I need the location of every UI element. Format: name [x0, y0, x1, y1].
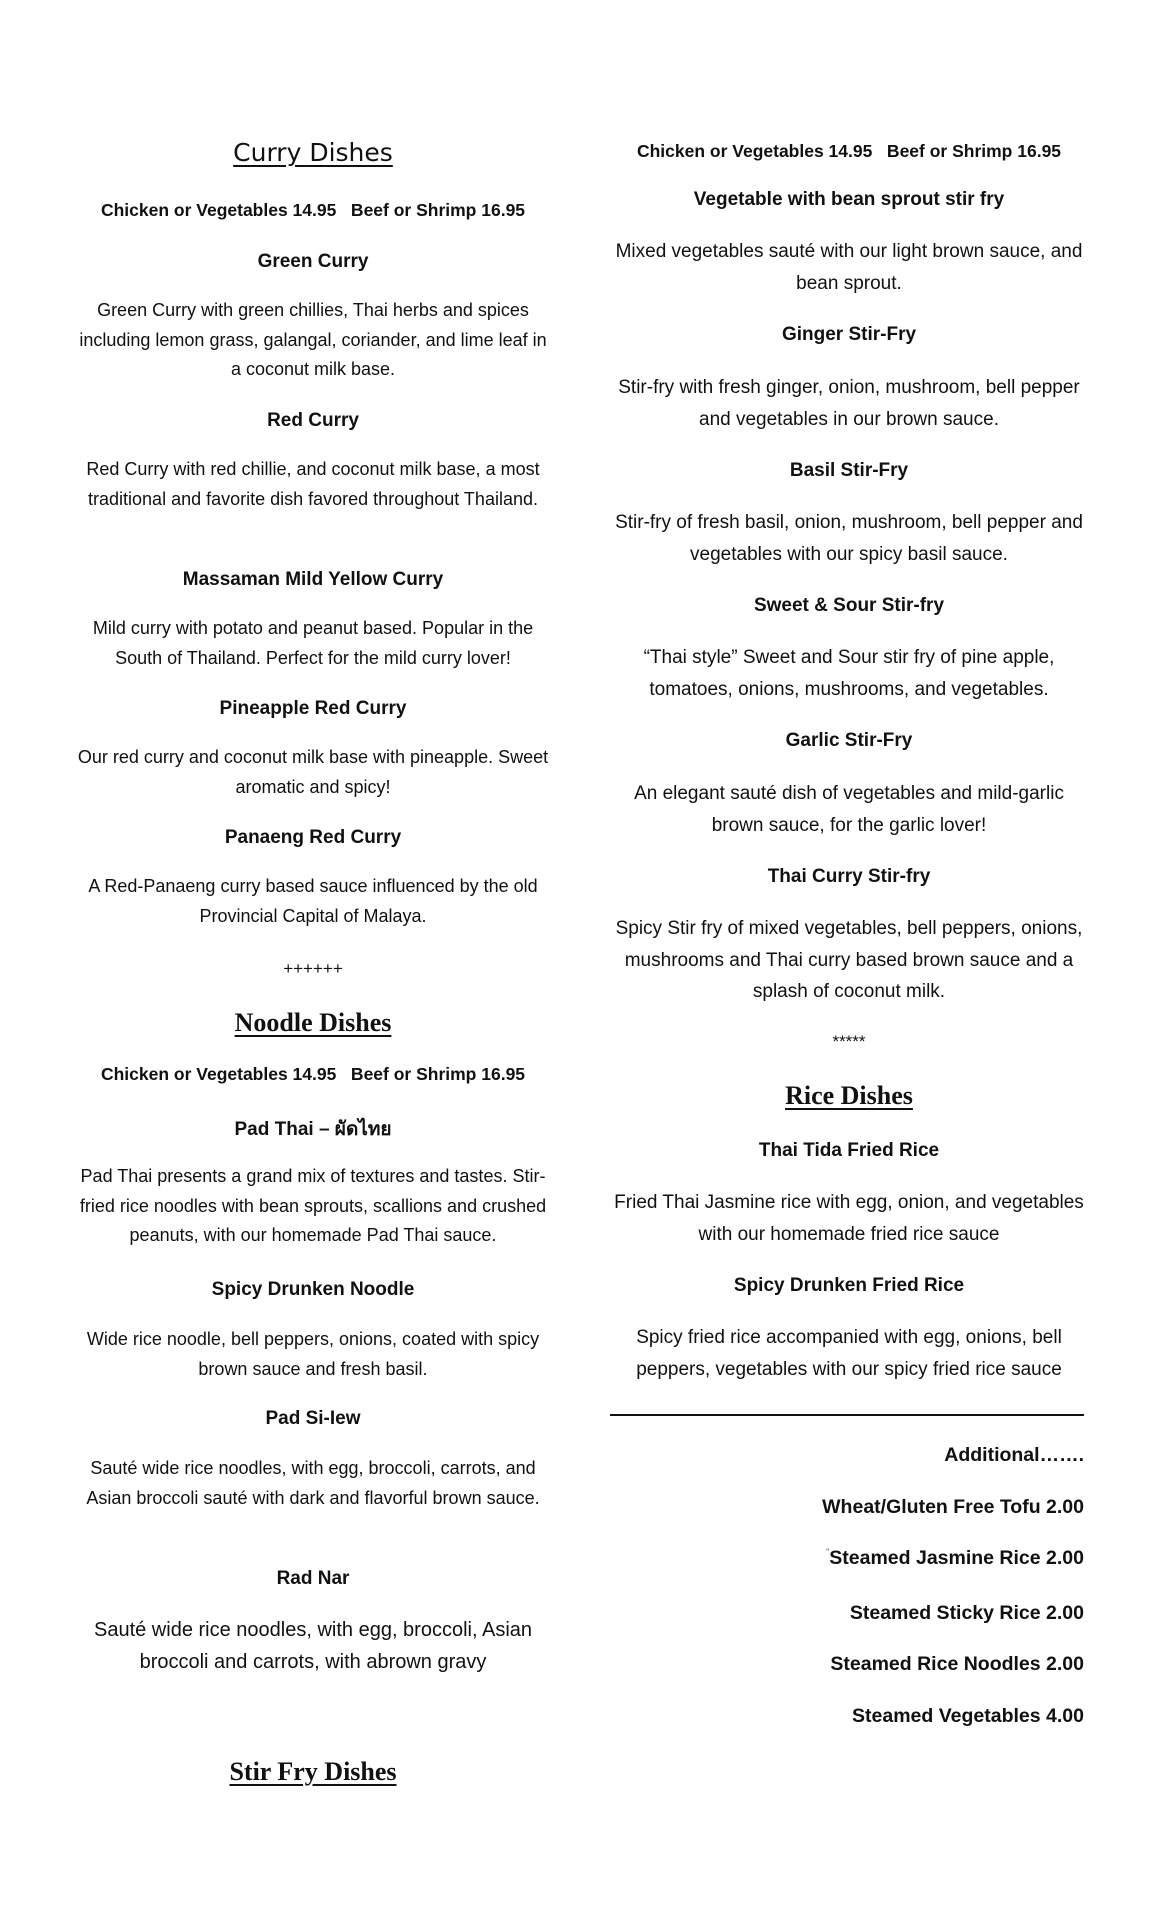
- curry-dish-name: Green Curry: [257, 251, 369, 272]
- stirfry-price-line: Chicken or Vegetables 14.95 Beef or Shrimp 16.95: [636, 141, 1062, 161]
- curry-dish-name: Red Curry: [267, 410, 359, 431]
- rice-dish-name: Spicy Drunken Fried Rice: [733, 1275, 965, 1296]
- rice-dish-desc: Spicy fried rice accompanied with egg, onions, bell peppers, vegetables with our spicy fried rice sauce: [636, 1327, 1062, 1380]
- stray-quote-mark: ": [826, 1547, 830, 1557]
- additional-item-label: Steamed Jasmine Rice 2.00: [829, 1547, 1084, 1569]
- additional-heading: Additional…….: [944, 1444, 1084, 1466]
- curry-separator: ++++++: [283, 959, 343, 978]
- stirfry-dish-desc: An elegant sauté dish of vegetables and mild-garlic brown sauce, for the garlic lover!: [634, 783, 1064, 836]
- noodle-dish-name: Rad Nar: [276, 1568, 350, 1589]
- stirfry-dish-desc: Stir-fry of fresh basil, onion, mushroom, bell pepper and vegetables with our spicy basil sauce.: [615, 512, 1083, 565]
- noodle-price-line: Chicken or Vegetables 14.95 Beef or Shrimp 16.95: [100, 1064, 526, 1084]
- stirfry-dish-desc: Mixed vegetables sauté with our light brown sauce, and bean sprout.: [615, 241, 1083, 294]
- additional-item: Steamed Vegetables 4.00: [852, 1705, 1084, 1727]
- noodle-dish-name: Spicy Drunken Noodle: [211, 1279, 415, 1300]
- curry-section-title: Curry Dishes: [233, 138, 393, 167]
- curry-dish-desc: A Red-Panaeng curry based sauce influenced by the old Provincial Capital of Malaya.: [88, 876, 538, 926]
- noodle-dish-desc: Sauté wide rice noodles, with egg, broccoli, carrots, and Asian broccoli sauté with dark and flavorful brown sauce.: [86, 1458, 540, 1508]
- noodle-dish-desc: Sauté wide rice noodles, with egg, broccoli, Asian broccoli and carrots, with abrown gravy: [93, 1619, 533, 1673]
- rice-dish-desc: Fried Thai Jasmine rice with egg, onion, and vegetables with our homemade fried rice sauce: [614, 1192, 1084, 1245]
- rice-dish-name: Thai Tida Fried Rice: [758, 1140, 940, 1161]
- stirfry-dish-name: Thai Curry Stir-fry: [767, 866, 931, 887]
- curry-dish-name: Massaman Mild Yellow Curry: [182, 569, 444, 590]
- stirfry-dish-desc: “Thai style” Sweet and Sour stir fry of pine apple, tomatoes, onions, mushrooms, and vegetables.: [643, 647, 1055, 700]
- stirfry-dish-name: Ginger Stir-Fry: [781, 324, 917, 345]
- additional-item: Wheat/Gluten Free Tofu 2.00: [822, 1496, 1084, 1518]
- noodle-dish-name: Pad Si-Iew: [265, 1408, 361, 1429]
- stirfry-dish-name: Basil Stir-Fry: [789, 460, 909, 481]
- curry-dish-desc: Red Curry with red chillie, and coconut milk base, a most traditional and favorite dish favored throughout Thailand.: [86, 459, 540, 509]
- noodle-dish-desc: Pad Thai presents a grand mix of textures and tastes. Stir-fried rice noodles with bean sprouts, scallions and crushed peanuts, with our homemade Pad Thai sauce.: [79, 1166, 547, 1245]
- stirfry-dish-name: Sweet & Sour Stir-fry: [753, 595, 945, 616]
- additional-item: [826, 1547, 1084, 1570]
- curry-dish-desc: Green Curry with green chillies, Thai herbs and spices including lemon grass, galangal, coriander, and lime leaf in a coconut milk base.: [79, 300, 547, 379]
- curry-dish-name: Panaeng Red Curry: [224, 827, 402, 848]
- curry-dish-desc: Mild curry with potato and peanut based. Popular in the South of Thailand. Perfect for the mild curry lover!: [92, 618, 534, 668]
- additional-item: Steamed Rice Noodles 2.00: [830, 1653, 1084, 1675]
- stirfry-dish-name: Garlic Stir-Fry: [785, 730, 913, 751]
- curry-dish-desc: Our red curry and coconut milk base with pineapple. Sweet aromatic and spicy!: [77, 747, 549, 797]
- stirfry-section-title: Stir Fry Dishes: [229, 1757, 397, 1786]
- stirfry-dish-desc: Stir-fry with fresh ginger, onion, mushroom, bell pepper and vegetables in our brown sauce.: [618, 377, 1080, 430]
- section-divider: [610, 1414, 1084, 1416]
- stirfry-dish-name: Vegetable with bean sprout stir fry: [693, 189, 1005, 210]
- stirfry-separator: *****: [832, 1032, 866, 1051]
- curry-dish-name: Pineapple Red Curry: [219, 698, 407, 719]
- noodle-section-title: Noodle Dishes: [234, 1008, 392, 1037]
- curry-price-line: Chicken or Vegetables 14.95 Beef or Shrimp 16.95: [100, 200, 526, 220]
- additional-item: Steamed Sticky Rice 2.00: [849, 1602, 1084, 1624]
- stirfry-dish-desc: Spicy Stir fry of mixed vegetables, bell peppers, onions, mushrooms and Thai curry based brown sauce and a splash of coconut milk.: [615, 918, 1083, 1002]
- noodle-dish-desc: Wide rice noodle, bell peppers, onions, coated with spicy brown sauce and fresh basil.: [86, 1329, 540, 1379]
- rice-section-title: Rice Dishes: [785, 1081, 913, 1110]
- noodle-dish-name: Pad Thai – ผัดไทย: [234, 1119, 392, 1140]
